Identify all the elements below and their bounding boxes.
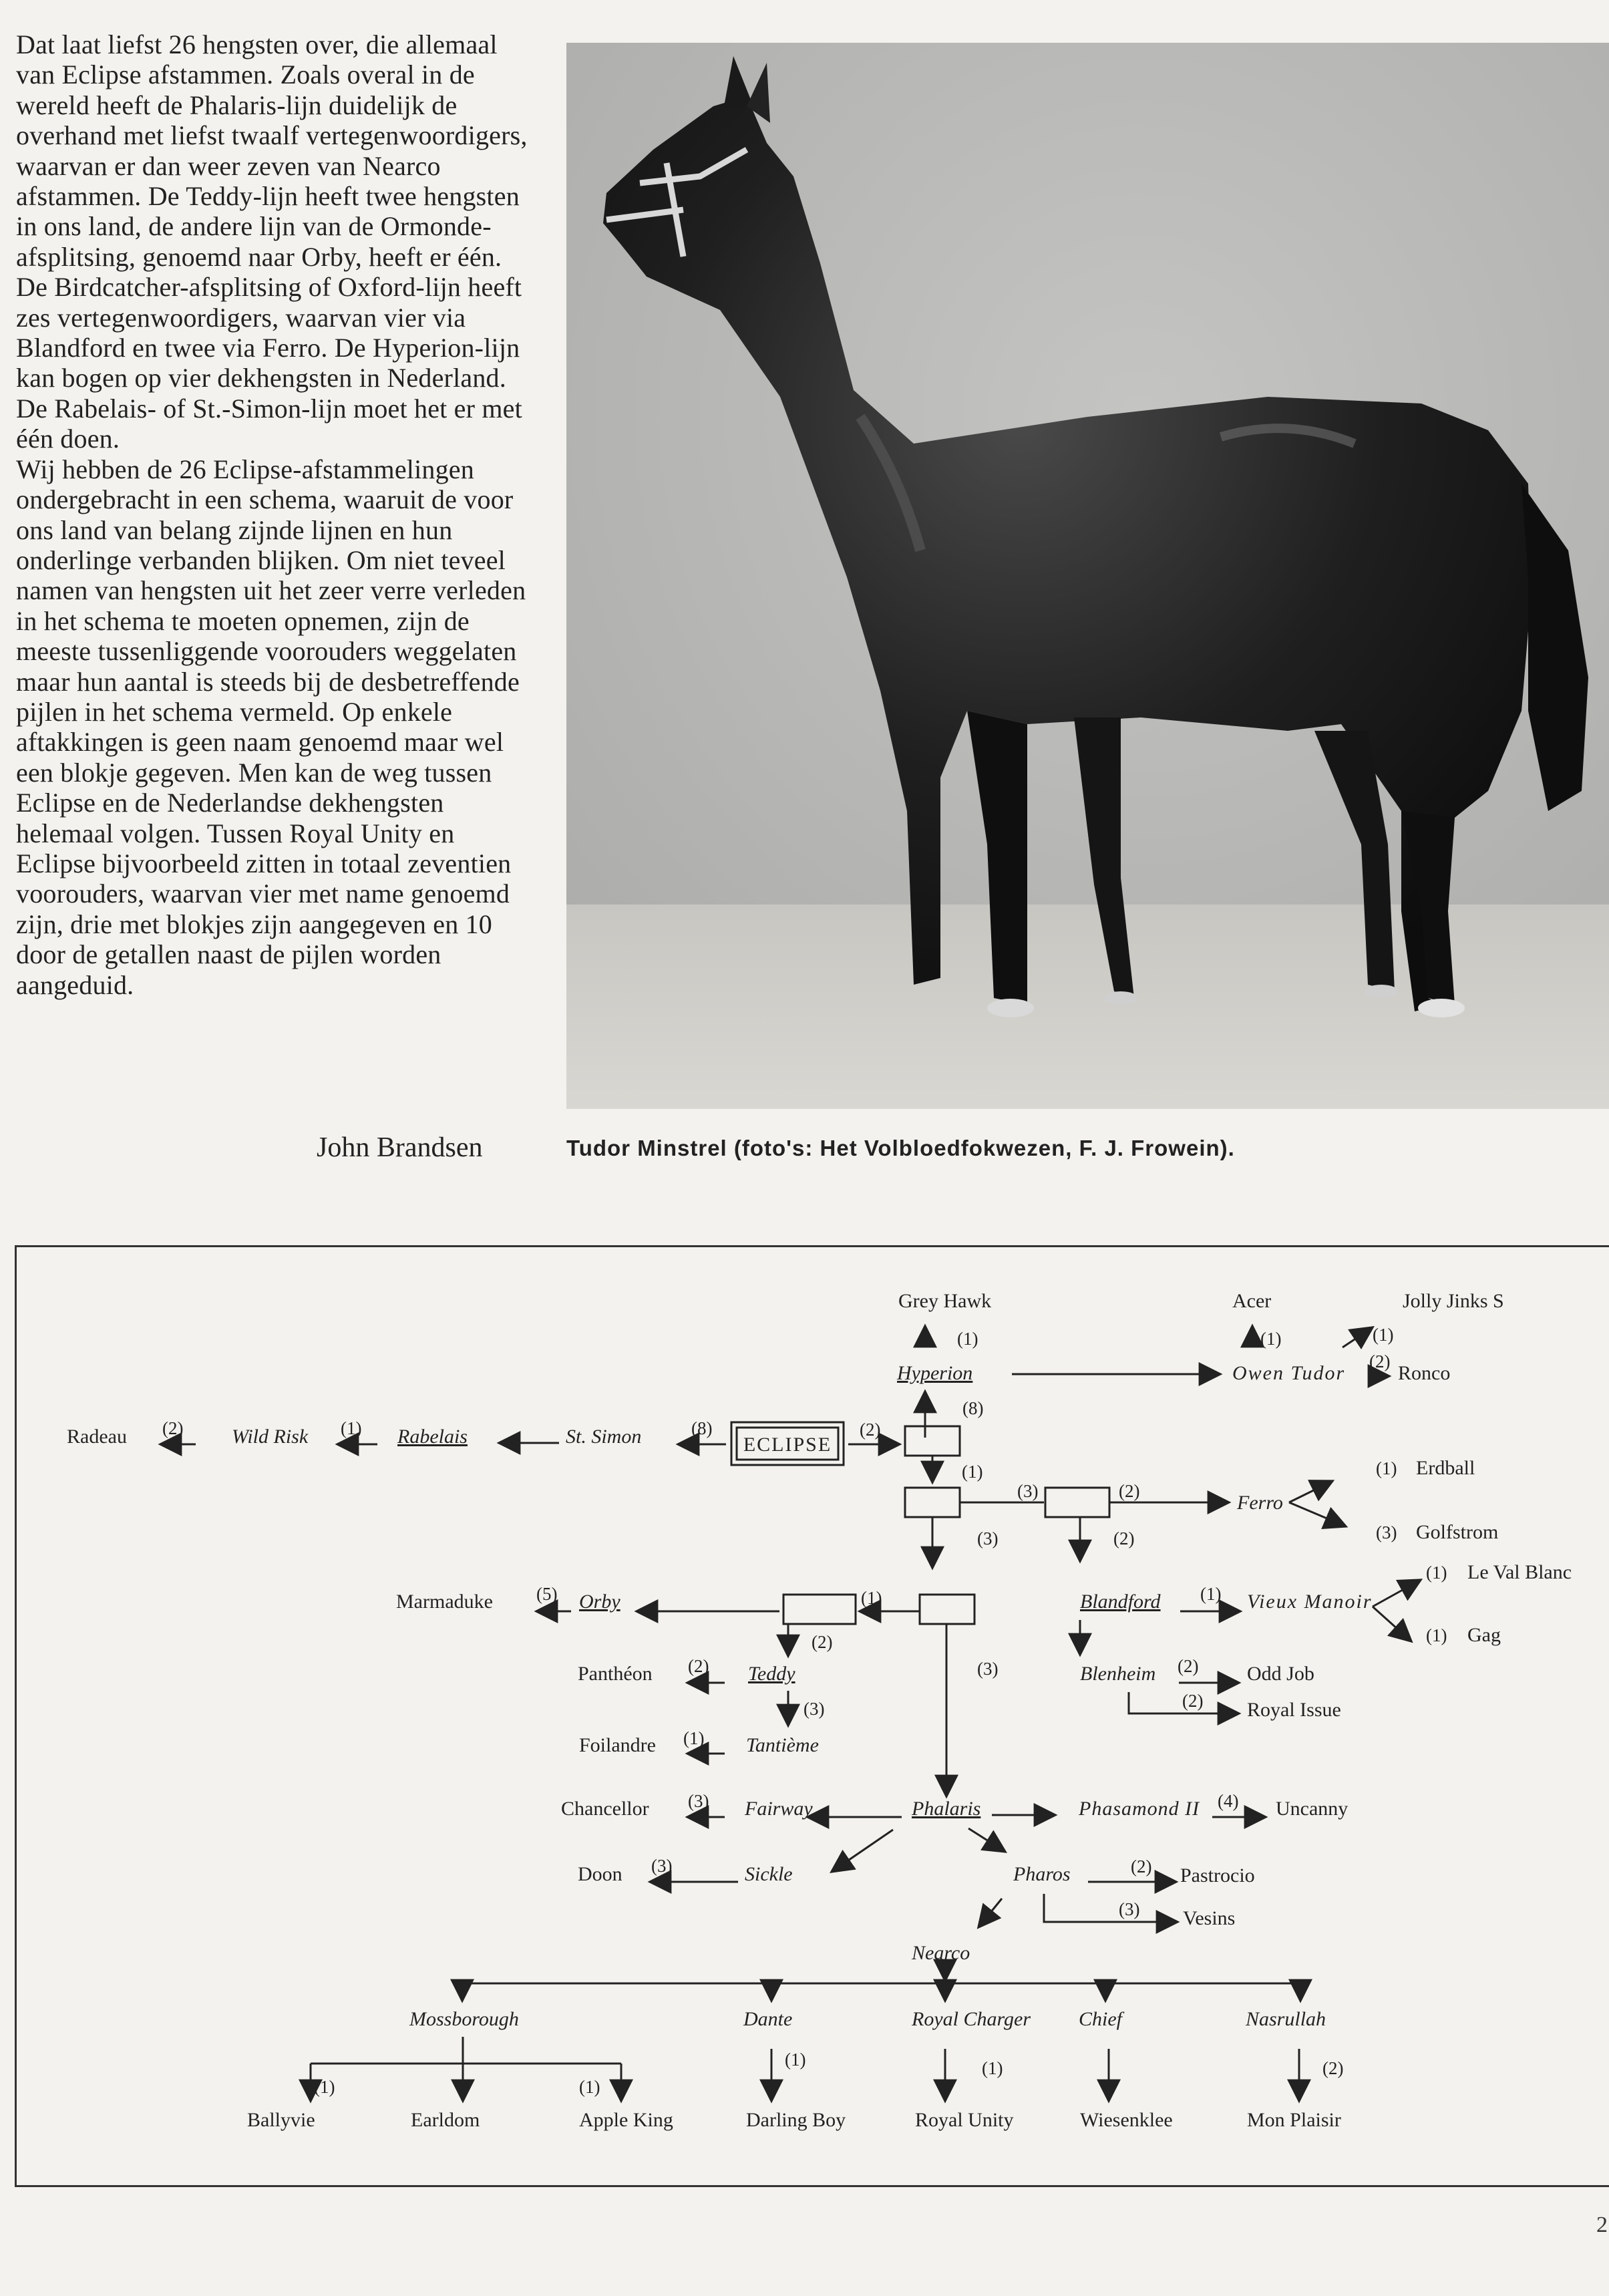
count-gag: (1) bbox=[1426, 1625, 1447, 1645]
photo-caption: Tudor Minstrel (foto's: Het Volbloedfokwezen, F. J. Frowein). bbox=[566, 1136, 1235, 1160]
count-royal-unity: (1) bbox=[982, 2058, 1003, 2078]
node-grey-hawk: Grey Hawk bbox=[898, 1290, 992, 1312]
count-tantieme: (3) bbox=[803, 1699, 825, 1719]
count-chancellor: (3) bbox=[688, 1791, 709, 1811]
node-mon-plaisir: Mon Plaisir bbox=[1247, 2109, 1341, 2131]
count-ferro-link: (3) bbox=[1017, 1481, 1039, 1501]
count-left-down: (3) bbox=[977, 1528, 999, 1548]
count-orby-box: (1) bbox=[861, 1588, 882, 1608]
pedigree-chart-svg bbox=[17, 1247, 1609, 2189]
node-earldom: Earldom bbox=[411, 2109, 480, 2131]
node-dante: Dante bbox=[743, 2008, 793, 2030]
orby-ancestor-box bbox=[783, 1595, 856, 1624]
count-blandford: (2) bbox=[1113, 1528, 1135, 1548]
node-le-val-blanc: Le Val Blanc bbox=[1467, 1561, 1572, 1583]
count-odd-job: (2) bbox=[1178, 1656, 1199, 1676]
node-owen-tudor: Owen Tudor bbox=[1232, 1362, 1346, 1384]
node-pastrocio: Pastrocio bbox=[1180, 1864, 1255, 1887]
count-erdball: (1) bbox=[1376, 1458, 1397, 1478]
ancestor-box-1 bbox=[905, 1426, 960, 1456]
arrow-to-nearco bbox=[978, 1899, 1002, 1927]
node-eclipse: ECLIPSE bbox=[743, 1434, 832, 1456]
count-golfstrom: (3) bbox=[1376, 1522, 1397, 1542]
arrow-to-gag bbox=[1373, 1607, 1411, 1641]
node-phasamond: Phasamond II bbox=[1079, 1798, 1200, 1820]
node-pharos: Pharos bbox=[1013, 1863, 1071, 1885]
node-ronco: Ronco bbox=[1398, 1362, 1451, 1384]
node-vesins: Vesins bbox=[1183, 1907, 1236, 1929]
node-sickle: Sickle bbox=[745, 1863, 793, 1885]
count-phalaris: (3) bbox=[977, 1659, 999, 1679]
count-pantheon: (2) bbox=[688, 1656, 709, 1676]
arrow-to-golfstrom bbox=[1289, 1502, 1346, 1526]
node-fairway: Fairway bbox=[745, 1798, 813, 1820]
arrow-to-sickle bbox=[832, 1830, 893, 1872]
node-ballyvie: Ballyvie bbox=[247, 2109, 315, 2131]
node-acer: Acer bbox=[1232, 1290, 1272, 1312]
arrow-to-jolly-jinks bbox=[1343, 1327, 1373, 1347]
node-chancellor: Chancellor bbox=[561, 1798, 649, 1820]
pedigree-chart bbox=[15, 1245, 1609, 2187]
node-blenheim: Blenheim bbox=[1080, 1663, 1156, 1685]
node-rabelais: Rabelais bbox=[397, 1426, 468, 1448]
node-wiesenklee: Wiesenklee bbox=[1080, 2109, 1173, 2131]
node-gag: Gag bbox=[1467, 1624, 1501, 1646]
node-st-simon: St. Simon bbox=[566, 1426, 642, 1448]
count-ferro-box: (2) bbox=[1119, 1481, 1140, 1501]
node-nearco: Nearco bbox=[912, 1942, 970, 1964]
count-hyperion: (8) bbox=[962, 1398, 984, 1418]
node-radeau: Radeau bbox=[67, 1426, 127, 1448]
node-foilandre: Foilandre bbox=[579, 1734, 656, 1756]
count-grey-hawk: (1) bbox=[957, 1329, 978, 1349]
node-uncanny: Uncanny bbox=[1276, 1798, 1349, 1820]
node-mossborough: Mossborough bbox=[409, 2008, 519, 2030]
count-pastrocio: (2) bbox=[1131, 1856, 1152, 1876]
node-doon: Doon bbox=[578, 1863, 622, 1885]
count-ronco: (2) bbox=[1369, 1351, 1391, 1371]
node-darling-boy: Darling Boy bbox=[746, 2109, 846, 2131]
ancestor-box-2 bbox=[905, 1488, 960, 1517]
horse-photo bbox=[566, 43, 1609, 1109]
node-royal-unity: Royal Unity bbox=[915, 2109, 1014, 2131]
count-box-down: (1) bbox=[962, 1462, 983, 1482]
count-acer: (1) bbox=[1260, 1329, 1282, 1349]
node-ferro: Ferro bbox=[1237, 1492, 1283, 1514]
node-nasrullah: Nasrullah bbox=[1246, 2008, 1326, 2030]
arrow-to-le-val-blanc bbox=[1373, 1580, 1421, 1607]
node-teddy: Teddy bbox=[748, 1663, 795, 1685]
count-radeau: (2) bbox=[162, 1418, 184, 1438]
page-number: 2 bbox=[1596, 2212, 1608, 2237]
count-marmaduke: (5) bbox=[536, 1584, 558, 1604]
count-jolly-jinks: (1) bbox=[1373, 1325, 1394, 1345]
node-hyperion: Hyperion bbox=[897, 1362, 973, 1384]
article-author: John Brandsen bbox=[317, 1132, 483, 1163]
count-vesins: (3) bbox=[1119, 1899, 1140, 1919]
node-blandford: Blandford bbox=[1080, 1591, 1161, 1613]
arrow-to-erdball bbox=[1289, 1481, 1332, 1502]
node-royal-charger: Royal Charger bbox=[912, 2008, 1031, 2030]
node-vieux-manoir: Vieux Manoir bbox=[1247, 1591, 1373, 1613]
count-doon: (3) bbox=[651, 1856, 673, 1876]
count-vieux-manoir: (1) bbox=[1200, 1584, 1222, 1604]
count-mon-plaisir: (2) bbox=[1322, 2058, 1344, 2078]
arrow-to-vesins bbox=[1044, 1894, 1178, 1922]
count-ballyvie: (1) bbox=[314, 2077, 335, 2097]
count-apple-king: (1) bbox=[579, 2077, 600, 2097]
node-phalaris: Phalaris bbox=[912, 1798, 981, 1820]
node-marmaduke: Marmaduke bbox=[396, 1591, 493, 1613]
node-apple-king: Apple King bbox=[579, 2109, 673, 2131]
ancestor-box-3 bbox=[920, 1595, 974, 1624]
node-golfstrom: Golfstrom bbox=[1416, 1521, 1499, 1543]
count-darling-boy: (1) bbox=[785, 2049, 806, 2070]
count-eclipse-right: (2) bbox=[860, 1420, 881, 1440]
node-odd-job: Odd Job bbox=[1247, 1663, 1314, 1685]
node-pantheon: Panthéon bbox=[578, 1663, 653, 1685]
count-le-val-blanc: (1) bbox=[1426, 1563, 1447, 1583]
count-uncanny: (4) bbox=[1218, 1791, 1239, 1811]
count-rabelais: (1) bbox=[341, 1418, 362, 1438]
article-body: Dat laat liefst 26 hengsten over, die allemaal van Eclipse afstammen. Zoals overal in de wereld heeft de Phalaris-lijn duidelijk de overhand met liefst twaalf vertegenwoordigers, waarvan er dan weer zeven van Nearco afstammen. De Teddy-lijn heeft twee hengsten in ons land, de andere lijn van de Ormonde-afsplitsing, genoemd naar Orby, heeft er één. De Birdcatcher-afsplitsing of Oxford-lijn heeft zes vertegenwoordigers, waarvan vier via Blandford en twee via Ferro. De Hyperion-lijn kan bogen op vier dekhengsten in Nederland. De Rabelais- of St.-Simon-lijn moet het er met één doen. Wij hebben de 26 Eclipse-afstammelingen ondergebracht in een schema, waaruit de voor ons land van belang zijnde lijnen en hun onderlinge verbanden blijken. Om niet teveel namen van hengsten uit het zeer verre verleden in het schema te moeten opnemen, zijn de meeste tussenliggende voorouders weggelaten maar hun aantal is steeds bij de desbetreffende pijlen in het schema vermeld. Op enkele aftakkingen is geen naam genoemd maar wel een blokje gegeven. Men kan de weg tussen Eclipse en de Nederlandse dekhengsten helemaal volgen. Tussen Royal Unity en Eclipse bijvoorbeeld zitten in totaal zeventien voorouders, waarvan vier met name genoemd zijn, drie met blokjes zijn aangegeven en 10 door de getallen naast de pijlen worden aangeduid. bbox=[16, 29, 528, 1000]
ferro-ancestor-box bbox=[1045, 1488, 1109, 1517]
node-royal-issue: Royal Issue bbox=[1247, 1699, 1341, 1721]
count-foilandre: (1) bbox=[683, 1728, 705, 1748]
node-wild-risk: Wild Risk bbox=[232, 1426, 309, 1448]
count-royal-issue: (2) bbox=[1182, 1691, 1204, 1711]
arrow-to-pharos bbox=[968, 1828, 1005, 1852]
node-jolly-jinks: Jolly Jinks S bbox=[1403, 1290, 1504, 1312]
node-erdball: Erdball bbox=[1416, 1457, 1475, 1479]
count-st-simon: (8) bbox=[691, 1418, 713, 1438]
count-teddy: (2) bbox=[812, 1632, 833, 1652]
node-tantieme: Tantième bbox=[746, 1734, 819, 1756]
node-chief: Chief bbox=[1079, 2008, 1122, 2030]
node-orby: Orby bbox=[579, 1591, 620, 1613]
